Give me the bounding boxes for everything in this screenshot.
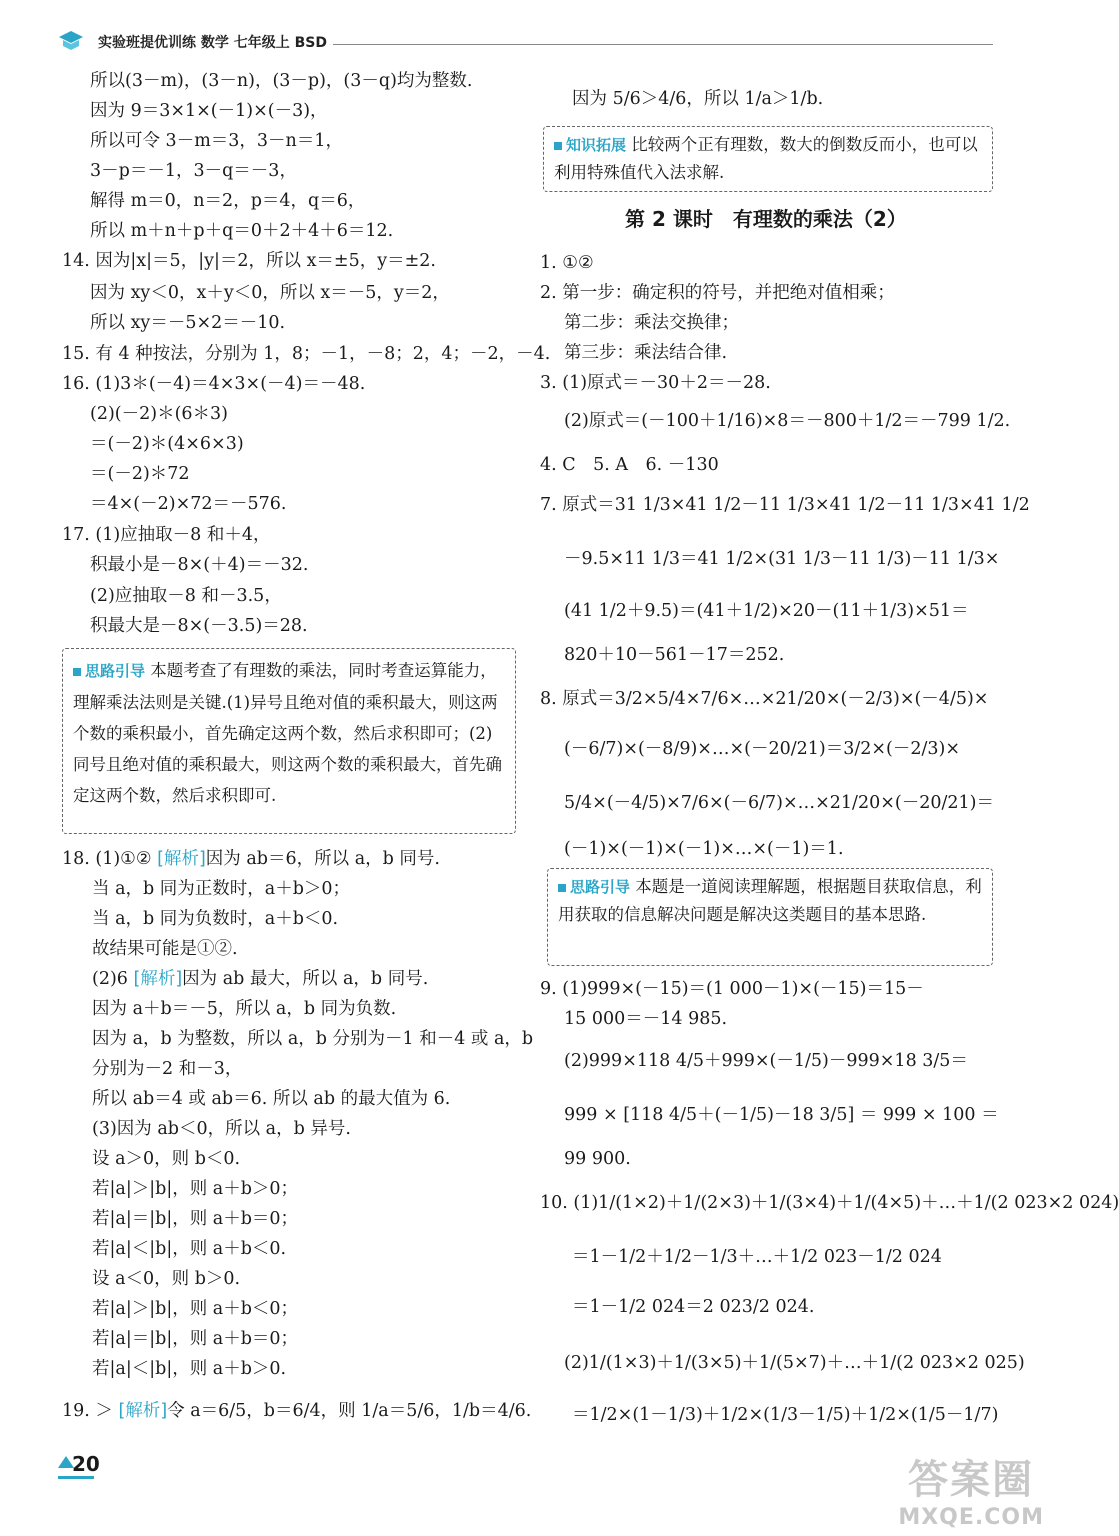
analysis-tag: [解析]	[118, 1401, 168, 1421]
text-line: 若|a|＞|b|，则 a＋b＞0；	[92, 1179, 299, 1199]
page-number-underline	[58, 1476, 94, 1479]
watermark-logo: 答案圈 MXQE.COM	[898, 1457, 1044, 1530]
text-line: 999 × [118 4/5＋(－1/5)－18 3/5] ＝ 999 × 100 ＝	[564, 1105, 999, 1125]
text-line: 积最小是－8×(＋4)＝－32.	[90, 555, 309, 575]
answer-9: 9. (1)999×(－15)＝(1 000－1)×(－15)＝15－	[540, 979, 924, 999]
q18-part2: (2)6 [解析]因为 ab 最大，所以 a，b 同号.	[92, 969, 429, 989]
text-line: 分别为－2 和－3，	[92, 1059, 243, 1079]
answer-3: 3. (1)原式＝－30＋2＝－28.	[540, 373, 771, 393]
text-line: 当 a，b 同为负数时，a＋b＜0.	[92, 909, 339, 929]
text-line: 故结果可能是①②.	[92, 939, 238, 959]
tip-marker-icon	[558, 884, 566, 892]
text-line: 所以(3－m)，(3－n)，(3－p)，(3－q)均为整数.	[90, 71, 473, 91]
text-line: －9.5×11 1/3＝41 1/2×(31 1/3－11 1/3)－11 1/3×	[564, 549, 1000, 569]
text-line: (2)原式＝(－100＋1/16)×8＝－800＋1/2＝－799 1/2.	[564, 411, 1011, 431]
text-line: 820＋10－561－17＝252.	[564, 645, 785, 665]
lesson-title: 第 2 课时 有理数的乘法（2）	[625, 207, 907, 231]
question-14: 14. 因为|x|＝5，|y|＝2，所以 x＝±5，y＝±2.	[62, 251, 436, 271]
text-line: 若|a|＝|b|，则 a＋b＝0；	[92, 1209, 299, 1229]
question-18	[62, 848, 440, 870]
text-line: 设 a＜0，则 b＞0.	[92, 1269, 241, 1289]
text-line: 因为 a＋b＝－5，所以 a，b 同为负数.	[92, 999, 397, 1019]
text-line: 所以可令 3－m＝3，3－n＝1，	[90, 131, 343, 151]
page-number	[58, 1450, 98, 1480]
tip-text: 本题是一道阅读理解题，根据题目获取信息，利用获取的信息解决问题是解决这类题目的基本思路.	[558, 877, 982, 924]
question-19: 19. ＞ [解析]令 a＝6/5，b＝6/4，则 1/a＝5/6，1/b＝4/6.	[62, 1401, 532, 1421]
text-line: 3－p＝－1，3－q＝－3，	[90, 161, 297, 181]
text-line: (41 1/2＋9.5)＝(41＋1/2)×20－(11＋1/3)×51＝	[564, 601, 969, 621]
text-line: 所以 ab＝4 或 ab＝6. 所以 ab 的最大值为 6.	[92, 1089, 451, 1109]
tip-label: 思路引导	[570, 878, 631, 896]
text-line: (－6/7)×(－8/9)×…×(－20/21)＝3/2×(－2/3)×	[564, 739, 961, 759]
question-16: 16. (1)3＊(－4)＝4×3×(－4)＝－48.	[62, 374, 366, 394]
tip-label: 知识拓展	[566, 136, 627, 154]
text-line: 因为 9＝3×1×(－1)×(－3)，	[90, 101, 328, 121]
tip-marker-icon	[554, 142, 562, 150]
page-header	[58, 28, 993, 54]
text-line: ＝1/2×(1－1/3)＋1/2×(1/3－1/5)＋1/2×(1/5－1/7)	[572, 1405, 999, 1425]
text-line: (－1)×(－1)×(－1)×…×(－1)＝1.	[564, 839, 844, 859]
answer-2: 2. 第一步：确定积的符号，并把绝对值相乘；	[540, 283, 895, 303]
q18-line: 因为 ab＝6，所以 a，b 同号.	[205, 849, 440, 869]
text-line: ＝4×(－2)×72＝－576.	[90, 494, 287, 514]
analysis-tag: [解析]	[157, 849, 206, 869]
text-line: 第二步：乘法交换律；	[564, 313, 739, 333]
text-line: 若|a|＜|b|，则 a＋b＞0.	[92, 1359, 287, 1379]
text-line: 解得 m＝0，n＝2，p＝4，q＝6，	[90, 191, 366, 211]
text-line: 若|a|＝|b|，则 a＋b＝0；	[92, 1329, 299, 1349]
book-title: 实验班提优训练 数学 七年级上 BSD	[98, 35, 327, 51]
page-number-text: 20	[72, 1452, 100, 1476]
tip-label: 思路引导	[85, 662, 146, 680]
text-line: (2)1/(1×3)＋1/(3×5)＋1/(5×7)＋…＋1/(2 023×2 025)	[564, 1353, 1025, 1373]
answer-7: 7. 原式＝31 1/3×41 1/2－11 1/3×41 1/2－11 1/3×41 1/2	[540, 495, 1030, 515]
text-line: 若|a|＞|b|，则 a＋b＜0；	[92, 1299, 299, 1319]
text-line: 因为 xy＜0，x＋y＜0，所以 x＝－5，y＝2，	[90, 283, 450, 303]
answer-10: 10. (1)1/(1×2)＋1/(2×3)＋1/(3×4)＋1/(4×5)＋…＋1/(2 023×2 024)	[540, 1193, 1119, 1213]
text-line: 设 a＞0，则 b＜0.	[92, 1149, 241, 1169]
text-line: 因为 a，b 为整数，所以 a，b 分别为－1 和－4 或 a，b	[92, 1029, 534, 1049]
text-line: (2)999×118 4/5＋999×(－1/5)－999×18 3/5＝	[564, 1051, 968, 1071]
text-line: 所以 m＋n＋p＋q＝0＋2＋4＋6＝12.	[90, 221, 394, 241]
question-15: 15. 有 4 种按法，分别为 1，8；－1，－8；2，4；－2，－4.	[62, 344, 551, 364]
answer-1: 1. ①②	[540, 253, 594, 273]
text-line: 所以 xy＝－5×2＝－10.	[90, 313, 286, 333]
text-line: (2)应抽取－8 和－3.5，	[90, 586, 282, 606]
text-line: 99 900.	[564, 1149, 631, 1169]
tip-text: 比较两个正有理数，数大的倒数反而小，也可以利用特殊值代入法求解.	[554, 135, 978, 182]
text-line: 5/4×(－4/5)×7/6×(－6/7)×…×21/20×(－20/21)＝	[564, 793, 994, 813]
text-line: ＝1－1/2 024＝2 023/2 024.	[572, 1297, 815, 1317]
text-line: ＝(－2)＊(4×6×3)	[90, 434, 244, 454]
tip-box-extension	[543, 126, 993, 192]
answer-4-6: 4. C 5. A 6. －130	[540, 455, 719, 475]
text-line: 当 a，b 同为正数时，a＋b＞0；	[92, 879, 351, 899]
header-rule	[333, 44, 993, 45]
text-line: 第三步：乘法结合律.	[564, 343, 728, 363]
text-line: ＝1－1/2＋1/2－1/3＋…＋1/2 023－1/2 024	[572, 1247, 942, 1267]
question-17: 17. (1)应抽取－8 和＋4，	[62, 525, 271, 545]
text-line: ＝(－2)＊72	[90, 464, 190, 484]
answer-8: 8. 原式＝3/2×5/4×7/6×…×21/20×(－2/3)×(－4/5)×	[540, 689, 989, 709]
text-line: 因为 5/6＞4/6，所以 1/a＞1/b.	[572, 89, 824, 109]
text-line: (2)(－2)＊(6＊3)	[90, 404, 229, 424]
book-logo-icon	[58, 30, 84, 52]
q18-answer: 18. (1)①②	[62, 849, 152, 869]
tip-marker-icon	[73, 668, 81, 676]
text-line: 15 000＝－14 985.	[564, 1009, 728, 1029]
text-line: (3)因为 ab＜0，所以 a，b 异号.	[92, 1119, 351, 1139]
tip-text: 本题考查了有理数的乘法，同时考查运算能力，理解乘法法则是关键.(1)异号且绝对值的乘积最大，则这两个数的乘积最小，首先确定这两个数，然后求积即可；(2)同号且绝对值的乘积最大，则这两个数的乘积最大，首先确定这两个数，然后求积即可.	[73, 661, 502, 805]
text-line: 若|a|＜|b|，则 a＋b＜0.	[92, 1239, 287, 1259]
text-line: 积最大是－8×(－3.5)＝28.	[90, 616, 308, 636]
analysis-tag: [解析]	[133, 969, 183, 989]
tip-box-thinking	[62, 648, 516, 834]
tip-box-thinking-2	[547, 868, 993, 966]
